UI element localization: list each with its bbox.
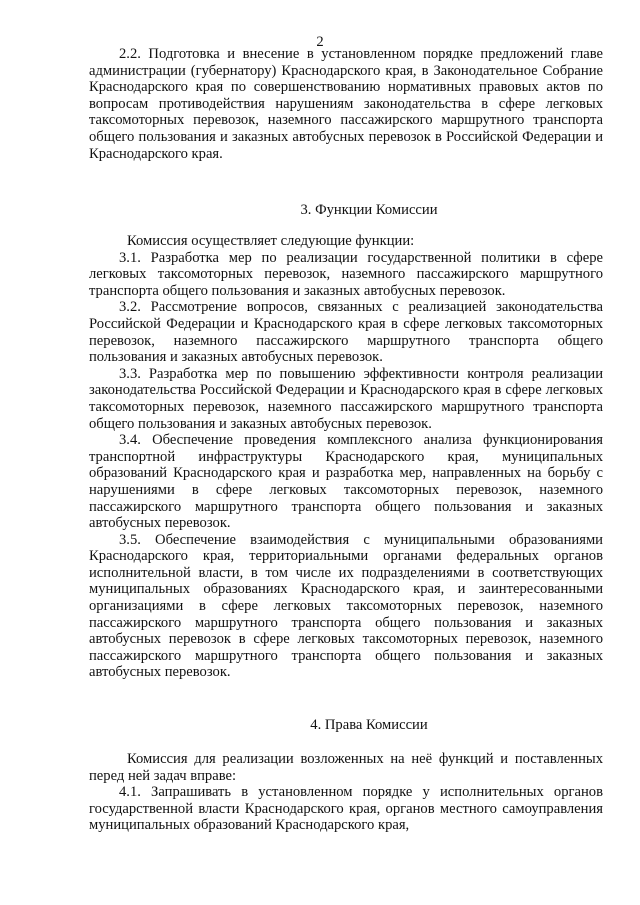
paragraph-3-2: 3.2. Рассмотрение вопросов, связанных с реализацией законодательства Российской Федерации и Краснодарского края в сфере легковых таксомоторных перевозок, наземного пассажирского маршрутного транспорта общего пользования и заказных автобусных перевозок. (89, 299, 603, 366)
section-4-body (89, 751, 603, 834)
section-3-intro: Комиссия осуществляет следующие функции: (127, 233, 415, 249)
paragraph-3-1: 3.1. Разработка мер по реализации государственной политики в сфере легковых таксомоторных перевозок, наземного пассажирского маршрутного транспорта общего пользования и заказных автобусных перевозок. (89, 249, 603, 299)
paragraph-3-3: 3.3. Разработка мер по повышению эффективности контроля реализации законодательства Российской Федерации и Краснодарского края в сфере легковых таксомоторных перевозок, наземного пассажирского маршрутного транспорта общего пользования и заказных автобусных перевозок. (89, 365, 603, 432)
section-3-heading-block (89, 202, 603, 219)
section-4-heading: 4. Права Комиссии (310, 717, 428, 733)
paragraph-3-4: 3.4. Обеспечение проведения комплексного анализа функционирования транспортной инфраструктуры Краснодарского края, муниципальных образований Краснодарского края и разработка мер, направленных на борьбу с нарушениями в сфере легковых таксомоторных перевозок, наземного пассажирского маршрутного транспорта общего пользования и заказных автобусных перевозок. (89, 432, 603, 532)
paragraph-3-5: 3.5. Обеспечение взаимодействия с муниципальными образованиями Краснодарского края, территориальными органами федеральных органов исполнительной власти, в том числе их подразделениями в соответствующих муниципальных образованиях Краснодарского края, и заинтересованными организациями в сфере легковых таксомоторных перевозок, наземного пассажирского маршрутного транспорта общего пользования и заказных автобусных перевозок в сфере легковых таксомоторных перевозок, наземного пассажирского маршрутного транспорта общего пользования и заказных автобусных перевозок. (89, 531, 603, 681)
section-3-heading: 3. Функции Комиссии (300, 202, 438, 218)
section-4-heading-block (89, 717, 603, 734)
paragraph-2-2: 2.2. Подготовка и внесение в установленном порядке предложений главе администрации (губернатору) Краснодарского края, в Законодательное Собрание Краснодарского края по совершенствованию нормативных правовых актов по вопросам противодействия нарушениям законодательства в сфере легковых таксомоторных перевозок, наземного пассажирского маршрутного транспорта общего пользования и заказных автобусных перевозок в Российской Федерации и Краснодарского края. (89, 46, 603, 162)
section-3-body (89, 233, 603, 681)
section-4-intro: Комиссия для реализации возложенных на неё функций и поставленных перед ней задач вправе: (89, 751, 603, 784)
paragraph-4-1: 4.1. Запрашивать в установленном порядке у исполнительных органов государственной власти Краснодарского края, органов местного самоуправления муниципальных образований Краснодарского края, (89, 784, 603, 834)
section-2-continuation (89, 46, 603, 162)
page-number: 2 (316, 34, 324, 50)
